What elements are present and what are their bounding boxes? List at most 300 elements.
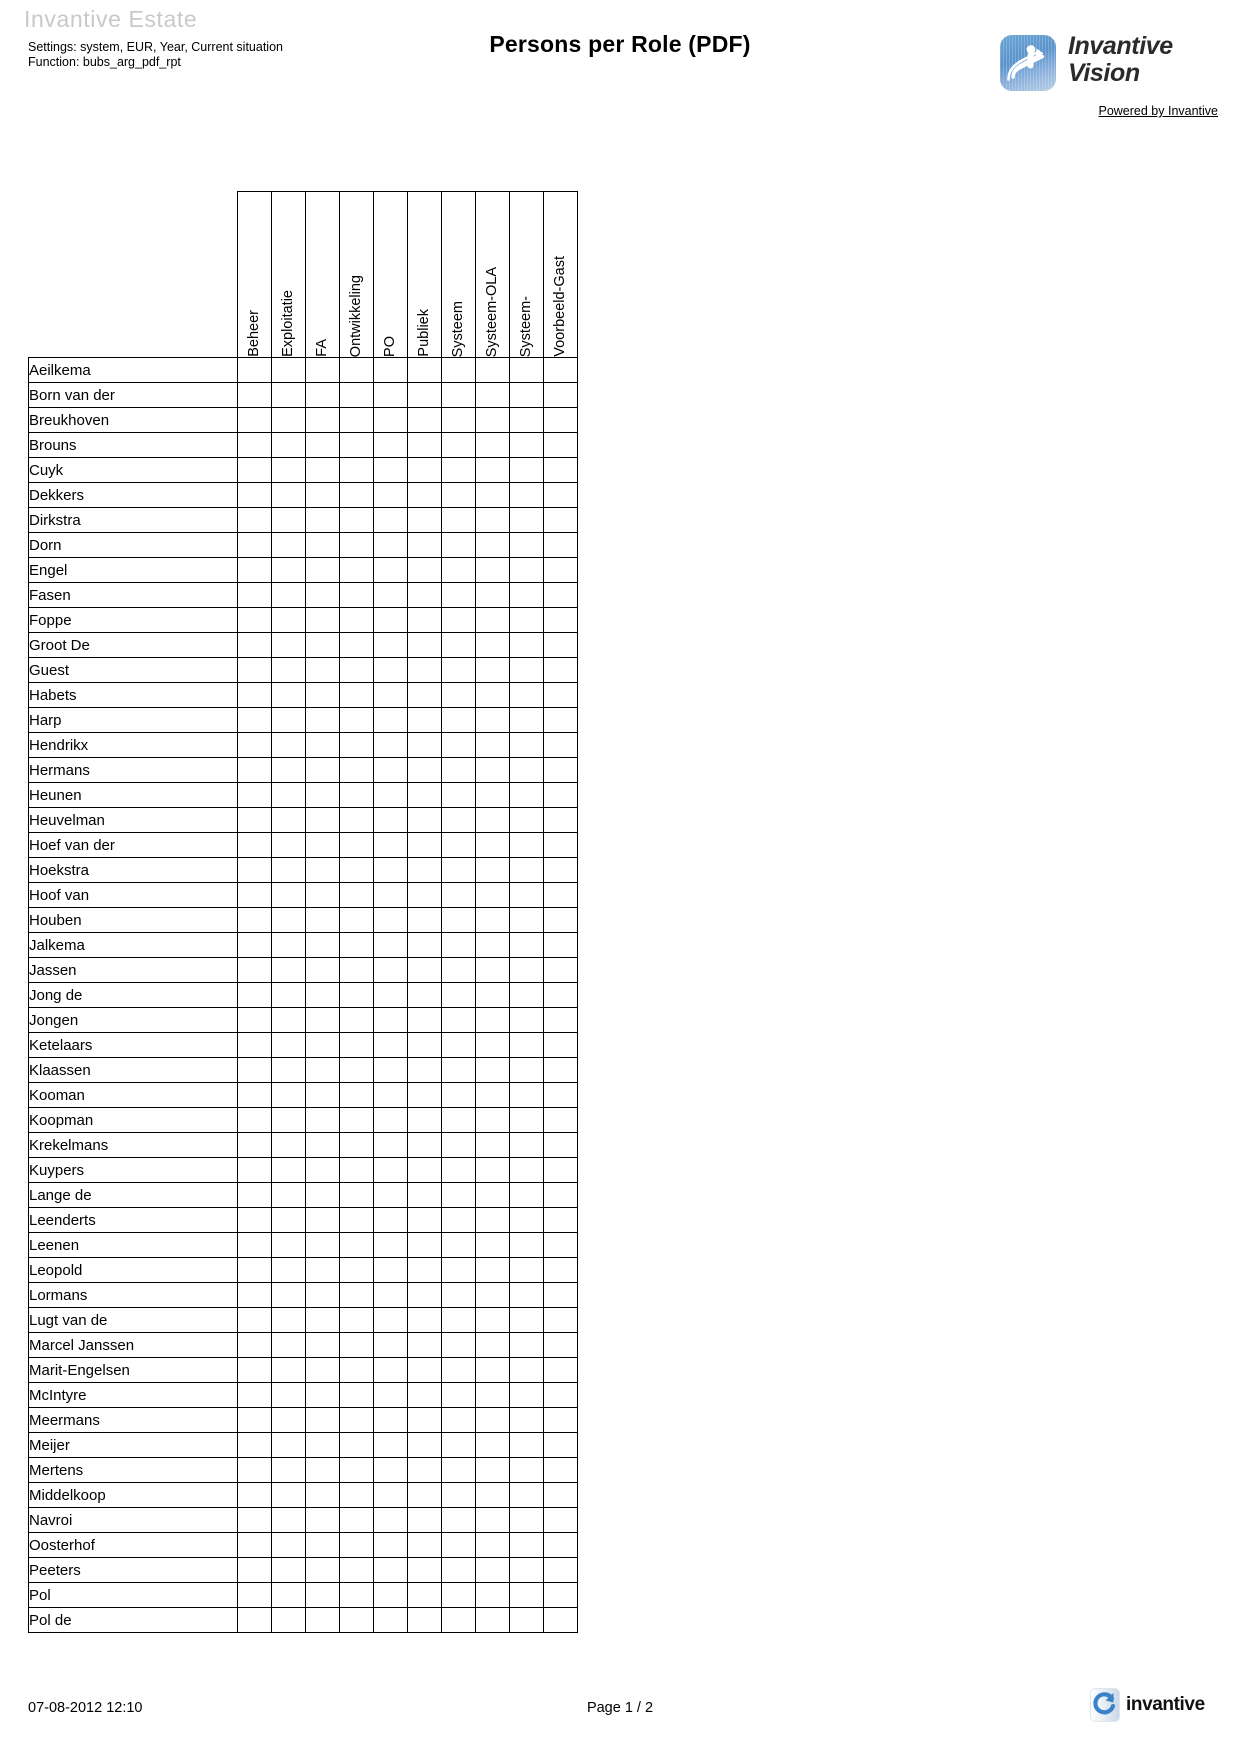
role-mark-cell [238,908,272,933]
table-row [29,708,578,733]
role-mark-cell [306,583,340,608]
role-mark-cell [340,983,374,1008]
role-mark-cell [374,1308,408,1333]
table-row [29,758,578,783]
role-mark-cell [272,1033,306,1058]
role-mark-cell [408,458,442,483]
person-name-cell: Lormans [29,1283,238,1308]
role-mark-cell [476,1333,510,1358]
role-mark-cell [272,1283,306,1308]
role-mark-cell [476,1283,510,1308]
person-name-cell: Hoekstra [29,858,238,883]
role-mark-cell [476,608,510,633]
table-header-row [29,192,578,358]
role-mark-cell [238,1358,272,1383]
role-mark-cell [510,808,544,833]
role-mark-cell [544,683,578,708]
role-mark-cell [510,1083,544,1108]
role-mark-cell [238,1158,272,1183]
role-mark-cell [442,1583,476,1608]
role-mark-cell [340,1233,374,1258]
person-name-cell: Middelkoop [29,1483,238,1508]
table-row [29,633,578,658]
role-mark-cell [374,1458,408,1483]
column-header-role [374,192,408,358]
role-mark-cell [408,1208,442,1233]
role-mark-cell [442,1383,476,1408]
person-name-cell: Meermans [29,1408,238,1433]
role-mark-cell [306,1058,340,1083]
person-name-cell: Houben [29,908,238,933]
role-mark-cell [510,1183,544,1208]
role-mark-cell [272,1383,306,1408]
role-mark-cell [238,833,272,858]
person-name-cell: Habets [29,683,238,708]
role-mark-cell [544,458,578,483]
role-mark-cell [510,1058,544,1083]
role-mark-cell [442,1608,476,1633]
role-mark-cell [476,833,510,858]
role-mark-cell [306,383,340,408]
role-mark-cell [408,508,442,533]
role-mark-cell [408,1608,442,1633]
role-mark-cell [510,433,544,458]
role-mark-cell [374,808,408,833]
person-name-cell: Guest [29,658,238,683]
role-mark-cell [544,1058,578,1083]
person-name-cell: Klaassen [29,1058,238,1083]
role-mark-cell [306,758,340,783]
role-mark-cell [340,1433,374,1458]
role-mark-cell [442,383,476,408]
role-mark-cell [340,683,374,708]
role-mark-cell [306,1308,340,1333]
role-mark-cell [272,783,306,808]
role-mark-cell [374,1233,408,1258]
table-row [29,808,578,833]
role-mark-cell [476,383,510,408]
role-mark-cell [272,1508,306,1533]
role-mark-cell [306,1158,340,1183]
role-mark-cell [238,508,272,533]
role-mark-cell [510,558,544,583]
person-name-cell: Pol [29,1583,238,1608]
role-mark-cell [408,908,442,933]
role-mark-cell [272,908,306,933]
role-mark-cell [510,1533,544,1558]
role-mark-cell [306,1608,340,1633]
circular-arrow-icon [1090,1688,1120,1722]
role-mark-cell [374,858,408,883]
role-mark-cell [238,758,272,783]
role-mark-cell [272,1108,306,1133]
role-mark-cell [306,933,340,958]
role-mark-cell [510,983,544,1008]
role-mark-cell [442,658,476,683]
role-mark-cell [476,533,510,558]
role-mark-cell [544,1508,578,1533]
role-mark-cell [476,1008,510,1033]
table-row [29,608,578,633]
role-mark-cell [408,1558,442,1583]
table-row [29,533,578,558]
report-header [0,0,1240,140]
role-mark-cell [476,658,510,683]
role-mark-cell [442,758,476,783]
person-name-cell: Born van der [29,383,238,408]
column-header-label: FA [314,339,330,357]
role-mark-cell [272,958,306,983]
role-mark-cell [510,358,544,383]
role-mark-cell [544,1583,578,1608]
role-mark-cell [272,708,306,733]
role-mark-cell [442,983,476,1008]
role-mark-cell [476,508,510,533]
role-mark-cell [544,1608,578,1633]
column-header-role [238,192,272,358]
role-mark-cell [544,408,578,433]
column-header-role [340,192,374,358]
role-mark-cell [306,433,340,458]
role-mark-cell [374,658,408,683]
table-row [29,458,578,483]
report-footer [0,1680,1240,1740]
column-header-label: Systeem- [518,295,534,357]
role-mark-cell [340,358,374,383]
role-mark-cell [238,1558,272,1583]
role-mark-cell [238,1033,272,1058]
role-mark-cell [238,1458,272,1483]
role-mark-cell [442,1308,476,1333]
role-mark-cell [442,908,476,933]
person-name-cell: Leenen [29,1233,238,1258]
role-mark-cell [238,358,272,383]
table-row [29,1358,578,1383]
role-mark-cell [476,1583,510,1608]
role-mark-cell [544,658,578,683]
person-name-cell: Leenderts [29,1208,238,1233]
role-mark-cell [442,583,476,608]
role-mark-cell [442,1508,476,1533]
generated-timestamp: 07-08-2012 12:10 [28,1700,143,1716]
role-mark-cell [306,1383,340,1408]
role-mark-cell [510,1408,544,1433]
role-mark-cell [476,933,510,958]
role-mark-cell [544,1308,578,1333]
role-mark-cell [238,1083,272,1108]
role-mark-cell [510,1033,544,1058]
role-mark-cell [510,958,544,983]
role-mark-cell [306,1108,340,1133]
role-mark-cell [544,558,578,583]
role-mark-cell [238,1258,272,1283]
role-mark-cell [442,1133,476,1158]
role-mark-cell [306,358,340,383]
person-name-cell: Hoef van der [29,833,238,858]
role-mark-cell [272,358,306,383]
role-mark-cell [374,1333,408,1358]
role-mark-cell [442,1458,476,1483]
table-row [29,1083,578,1108]
role-mark-cell [442,533,476,558]
role-mark-cell [510,883,544,908]
role-mark-cell [510,1333,544,1358]
role-mark-cell [544,483,578,508]
role-mark-cell [238,1108,272,1133]
role-mark-cell [408,833,442,858]
role-mark-cell [374,508,408,533]
role-mark-cell [510,683,544,708]
role-mark-cell [510,1483,544,1508]
role-mark-cell [544,608,578,633]
role-mark-cell [340,508,374,533]
role-mark-cell [544,1458,578,1483]
role-mark-cell [510,733,544,758]
role-mark-cell [272,1358,306,1383]
role-mark-cell [544,983,578,1008]
role-mark-cell [476,1558,510,1583]
role-mark-cell [374,958,408,983]
role-mark-cell [272,808,306,833]
role-mark-cell [476,1408,510,1433]
role-mark-cell [306,533,340,558]
footer-wordmark: invantive [1126,1694,1205,1715]
role-mark-cell [544,1133,578,1158]
role-mark-cell [408,1283,442,1308]
role-mark-cell [476,883,510,908]
role-mark-cell [374,1558,408,1583]
page-number: Page 1 / 2 [586,1700,654,1716]
table-row [29,958,578,983]
role-mark-cell [442,433,476,458]
role-mark-cell [408,1233,442,1258]
role-mark-cell [544,1183,578,1208]
role-mark-cell [476,483,510,508]
person-name-cell: Marcel Janssen [29,1333,238,1358]
role-mark-cell [306,458,340,483]
role-mark-cell [544,1208,578,1233]
table-row [29,1383,578,1408]
column-header-role [408,192,442,358]
role-mark-cell [374,608,408,633]
role-mark-cell [544,1233,578,1258]
role-mark-cell [510,533,544,558]
role-mark-cell [408,1533,442,1558]
column-header-role [510,192,544,358]
table-body [29,358,578,1633]
role-mark-cell [340,1583,374,1608]
person-name-cell: Cuyk [29,458,238,483]
person-name-cell: Oosterhof [29,1533,238,1558]
role-mark-cell [544,708,578,733]
role-mark-cell [408,558,442,583]
role-mark-cell [374,1183,408,1208]
role-mark-cell [272,1583,306,1608]
role-mark-cell [238,383,272,408]
role-mark-cell [238,1533,272,1558]
role-mark-cell [544,858,578,883]
role-mark-cell [272,1308,306,1333]
role-mark-cell [272,1208,306,1233]
role-mark-cell [408,583,442,608]
circular-arrow-glyph [1091,1689,1119,1721]
role-mark-cell [272,1058,306,1083]
role-mark-cell [476,1058,510,1083]
column-header-role [544,192,578,358]
role-mark-cell [408,1008,442,1033]
role-mark-cell [306,608,340,633]
role-mark-cell [408,1358,442,1383]
role-mark-cell [544,583,578,608]
role-mark-cell [306,983,340,1008]
role-mark-cell [272,1608,306,1633]
role-mark-cell [272,1558,306,1583]
role-mark-cell [238,1408,272,1433]
role-mark-cell [238,583,272,608]
role-mark-cell [272,583,306,608]
table-row [29,833,578,858]
column-header-label: PO [382,336,398,357]
role-mark-cell [306,1433,340,1458]
role-mark-cell [510,1258,544,1283]
role-mark-cell [374,1283,408,1308]
application-title: Invantive Estate [24,6,198,32]
role-mark-cell [510,1558,544,1583]
role-mark-cell [510,933,544,958]
role-mark-cell [374,458,408,483]
role-mark-cell [306,1533,340,1558]
table-row [29,1258,578,1283]
role-mark-cell [340,583,374,608]
role-mark-cell [442,1058,476,1083]
role-mark-cell [476,1608,510,1633]
role-mark-cell [238,1433,272,1458]
role-mark-cell [408,408,442,433]
table-row [29,433,578,458]
role-mark-cell [272,1183,306,1208]
role-mark-cell [340,1133,374,1158]
person-name-cell: Brouns [29,433,238,458]
person-name-cell: Jassen [29,958,238,983]
role-mark-cell [374,408,408,433]
role-mark-cell [306,1508,340,1533]
column-header-label: Systeem-OLA [484,266,500,357]
role-mark-cell [238,783,272,808]
person-name-cell: Heuvelman [29,808,238,833]
role-mark-cell [510,508,544,533]
role-mark-cell [306,408,340,433]
person-name-cell: Fasen [29,583,238,608]
role-mark-cell [408,1583,442,1608]
table-row [29,1158,578,1183]
role-mark-cell [374,1133,408,1158]
role-mark-cell [238,408,272,433]
role-mark-cell [374,558,408,583]
role-mark-cell [272,1533,306,1558]
role-mark-cell [340,833,374,858]
role-mark-cell [306,683,340,708]
role-mark-cell [442,458,476,483]
table-row [29,1308,578,1333]
role-mark-cell [476,908,510,933]
role-mark-cell [306,1283,340,1308]
role-mark-cell [510,483,544,508]
role-mark-cell [408,1133,442,1158]
role-mark-cell [306,858,340,883]
powered-by-link[interactable]: Powered by Invantive [1098,104,1218,118]
person-name-cell: Mertens [29,1458,238,1483]
person-name-cell: McIntyre [29,1383,238,1408]
role-mark-cell [442,1183,476,1208]
role-mark-cell [238,1608,272,1633]
role-mark-cell [272,533,306,558]
role-mark-cell [306,483,340,508]
role-mark-cell [238,1308,272,1333]
role-mark-cell [238,958,272,983]
role-mark-cell [340,733,374,758]
role-mark-cell [238,1233,272,1258]
role-mark-cell [340,1183,374,1208]
role-mark-cell [306,1008,340,1033]
role-mark-cell [442,858,476,883]
role-mark-cell [374,1083,408,1108]
role-mark-cell [476,583,510,608]
role-mark-cell [544,433,578,458]
role-mark-cell [544,883,578,908]
role-mark-cell [340,458,374,483]
role-mark-cell [340,783,374,808]
role-mark-cell [272,733,306,758]
role-mark-cell [408,683,442,708]
table-row [29,408,578,433]
role-mark-cell [476,783,510,808]
role-mark-cell [544,1358,578,1383]
role-mark-cell [476,1358,510,1383]
role-mark-cell [442,1533,476,1558]
role-mark-cell [238,533,272,558]
role-mark-cell [476,1133,510,1158]
role-mark-cell [408,1333,442,1358]
role-mark-cell [476,1483,510,1508]
role-mark-cell [238,1333,272,1358]
role-mark-cell [374,1508,408,1533]
person-name-cell: Jalkema [29,933,238,958]
role-mark-cell [306,808,340,833]
role-mark-cell [510,633,544,658]
role-mark-cell [442,933,476,958]
role-mark-cell [408,1258,442,1283]
role-mark-cell [374,1158,408,1183]
role-mark-cell [340,1158,374,1183]
role-mark-cell [374,1008,408,1033]
role-mark-cell [510,858,544,883]
settings-line: Settings: system, EUR, Year, Current situation [28,40,283,54]
role-mark-cell [510,383,544,408]
role-mark-cell [544,1008,578,1033]
person-name-cell: Kooman [29,1083,238,1108]
role-mark-cell [408,533,442,558]
role-mark-cell [408,1308,442,1333]
table-row [29,983,578,1008]
role-mark-cell [476,1108,510,1133]
role-mark-cell [374,358,408,383]
role-mark-cell [306,658,340,683]
role-mark-cell [544,1558,578,1583]
role-mark-cell [442,633,476,658]
table-head [29,192,578,358]
role-mark-cell [544,1083,578,1108]
table-row [29,1008,578,1033]
